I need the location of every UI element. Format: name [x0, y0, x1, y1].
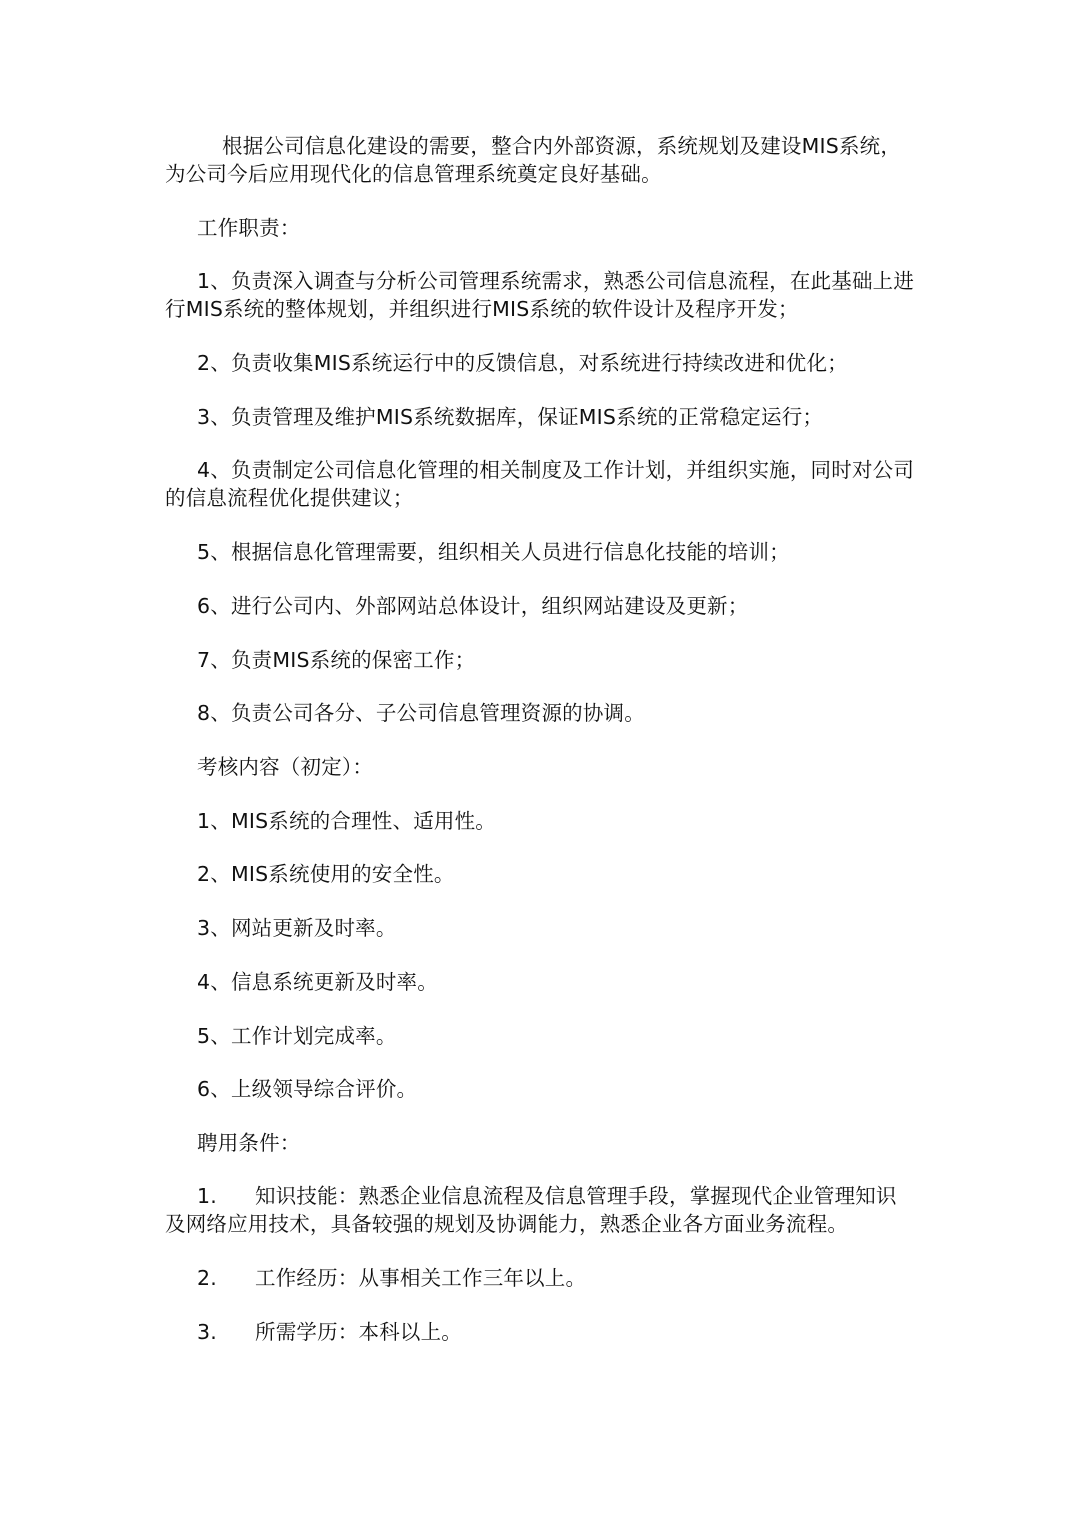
duty-item: 3、负责管理及维护MIS系统数据库，保证MIS系统的正常稳定运行； [197, 405, 824, 429]
duty-item: 4、负责制定公司信息化管理的相关制度及工作计划，并组织实施，同时对公司的信息流程优化提供建议； [165, 458, 915, 510]
duty-item: 1、负责深入调查与分析公司管理系统需求，熟悉公司信息流程，在此基础上进行MIS系统的整体规划，并组织进行MIS系统的软件设计及程序开发； [165, 269, 915, 321]
requirement-item [165, 1264, 917, 1292]
assessment-item: 1、MIS系统的合理性、适用性。 [197, 809, 496, 833]
duty-item: 8、负责公司各分、子公司信息管理资源的协调。 [197, 701, 645, 725]
assessment-item: 5、工作计划完成率。 [197, 1024, 397, 1048]
assessment-item: 6、上级领导综合评价。 [197, 1077, 418, 1101]
item-text: 工作经历：从事相关工作三年以上。 [255, 1266, 587, 1290]
intro-paragraph: 根据公司信息化建设的需要，整合内外部资源，系统规划及建设MIS系统，为公司今后应用现代化的信息管理系统奠定良好基础。 [165, 134, 902, 186]
requirement-item [165, 1318, 917, 1346]
assessment-item: 2、MIS系统使用的安全性。 [197, 862, 455, 886]
item-text: 所需学历：本科以上。 [255, 1320, 462, 1344]
duty-item: 7、负责MIS系统的保密工作； [197, 648, 476, 672]
assessment-item: 4、信息系统更新及时率。 [197, 970, 438, 994]
item-number: 2. [197, 1266, 217, 1290]
item-number: 1. [197, 1184, 217, 1208]
requirement-item [165, 1182, 917, 1238]
requirements-heading: 聘用条件： [197, 1131, 301, 1155]
duty-item: 2、负责收集MIS系统运行中的反馈信息，对系统进行持续改进和优化； [197, 351, 848, 375]
duties-heading: 工作职责： [197, 216, 301, 240]
item-text: 知识技能：熟悉企业信息流程及信息管理手段，掌握现代企业管理知识及网络应用技术，具备较强的规划及协调能力，熟悉企业各方面业务流程。 [165, 1184, 897, 1236]
duty-item: 5、根据信息化管理需要，组织相关人员进行信息化技能的培训； [197, 540, 790, 564]
assessment-heading: 考核内容（初定）： [197, 755, 374, 779]
item-number: 3. [197, 1320, 217, 1344]
assessment-item: 3、网站更新及时率。 [197, 916, 397, 940]
duty-item: 6、进行公司内、外部网站总体设计，组织网站建设及更新； [197, 594, 749, 618]
